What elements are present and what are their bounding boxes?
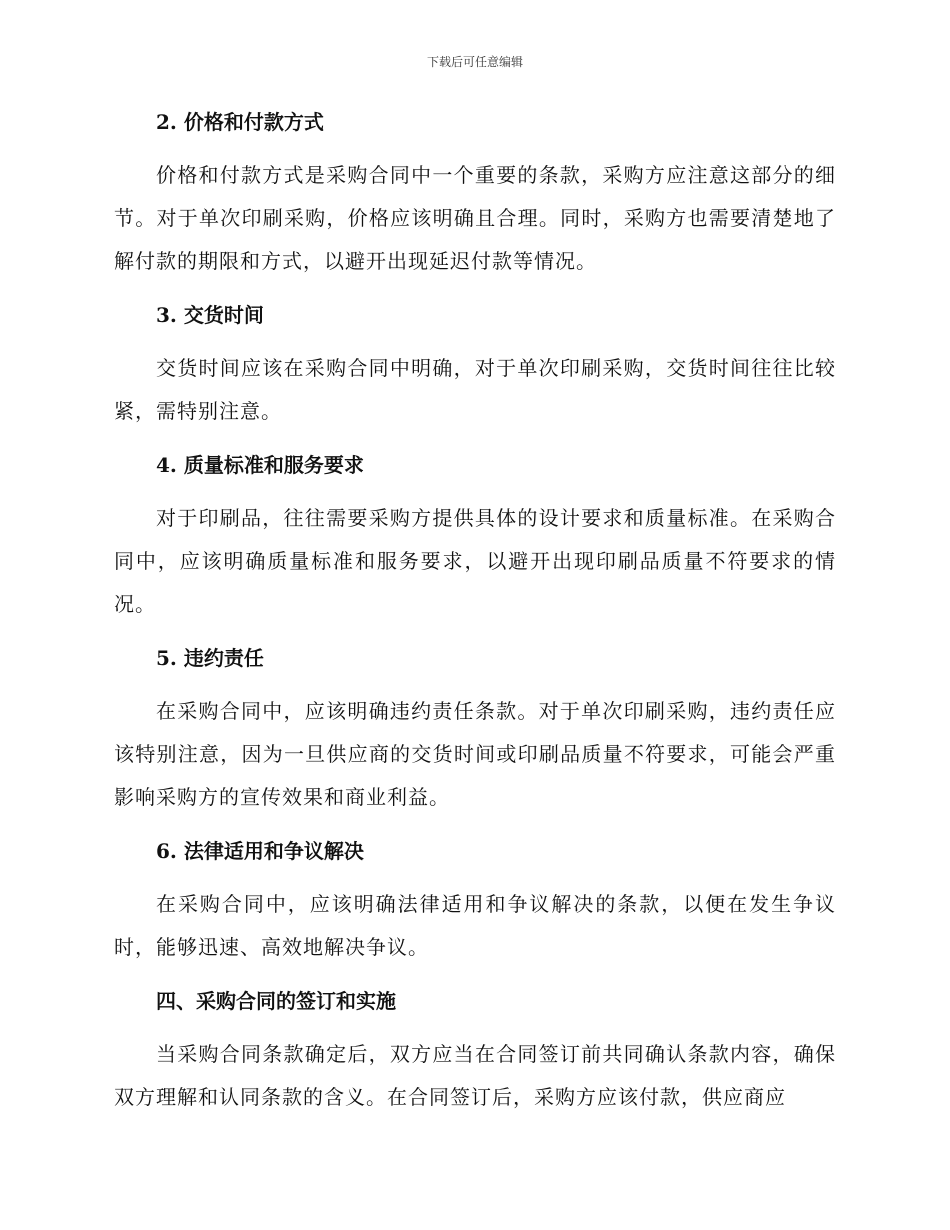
section-body-price-payment: 价格和付款方式是采购合同中一个重要的条款，采购方应注意这部分的细节。对于单次印刷采购，价格应该明确且合理。同时，采购方也需要清楚地了解付款的期限和方式，以避开出现延迟付款等情况。 [114,163,836,273]
page-header: 下载后可任意编辑 [426,55,523,69]
section-heading-liability: 5. 违约责任 [156,646,264,670]
section-body-signing-implementation: 当采购合同条款确定后，双方应当在合同签订前共同确认条款内容，确保双方理解和认同条款的含义。在合同签订后，采购方应该付款，供应商应 [114,1042,836,1109]
section-body-liability: 在采购合同中，应该明确违约责任条款。对于单次印刷采购，违约责任应该特别注意，因为一旦供应商的交货时间或印刷品质量不符要求，可能会严重影响采购方的宣传效果和商业利益。 [114,699,836,809]
section-body-quality-service: 对于印刷品，往往需要采购方提供具体的设计要求和质量标准。在采购合同中，应该明确质量标准和服务要求，以避开出现印刷品质量不符要求的情况。 [114,506,836,616]
section-heading-delivery-time: 3. 交货时间 [156,303,264,327]
section-heading-signing-implementation: 四、采购合同的签订和实施 [156,989,396,1013]
section-heading-quality-service: 4. 质量标准和服务要求 [156,453,364,477]
section-body-law-disputes: 在采购合同中，应该明确法律适用和争议解决的条款，以便在发生争议时，能够迅速、高效地解决争议。 [114,892,836,959]
section-body-delivery-time: 交货时间应该在采购合同中明确，对于单次印刷采购，交货时间往往比较紧，需特别注意。 [114,356,836,423]
section-heading-price-payment: 2. 价格和付款方式 [156,110,324,134]
document-body [114,108,836,1119]
section-heading-law-disputes: 6. 法律适用和争议解决 [156,839,364,863]
